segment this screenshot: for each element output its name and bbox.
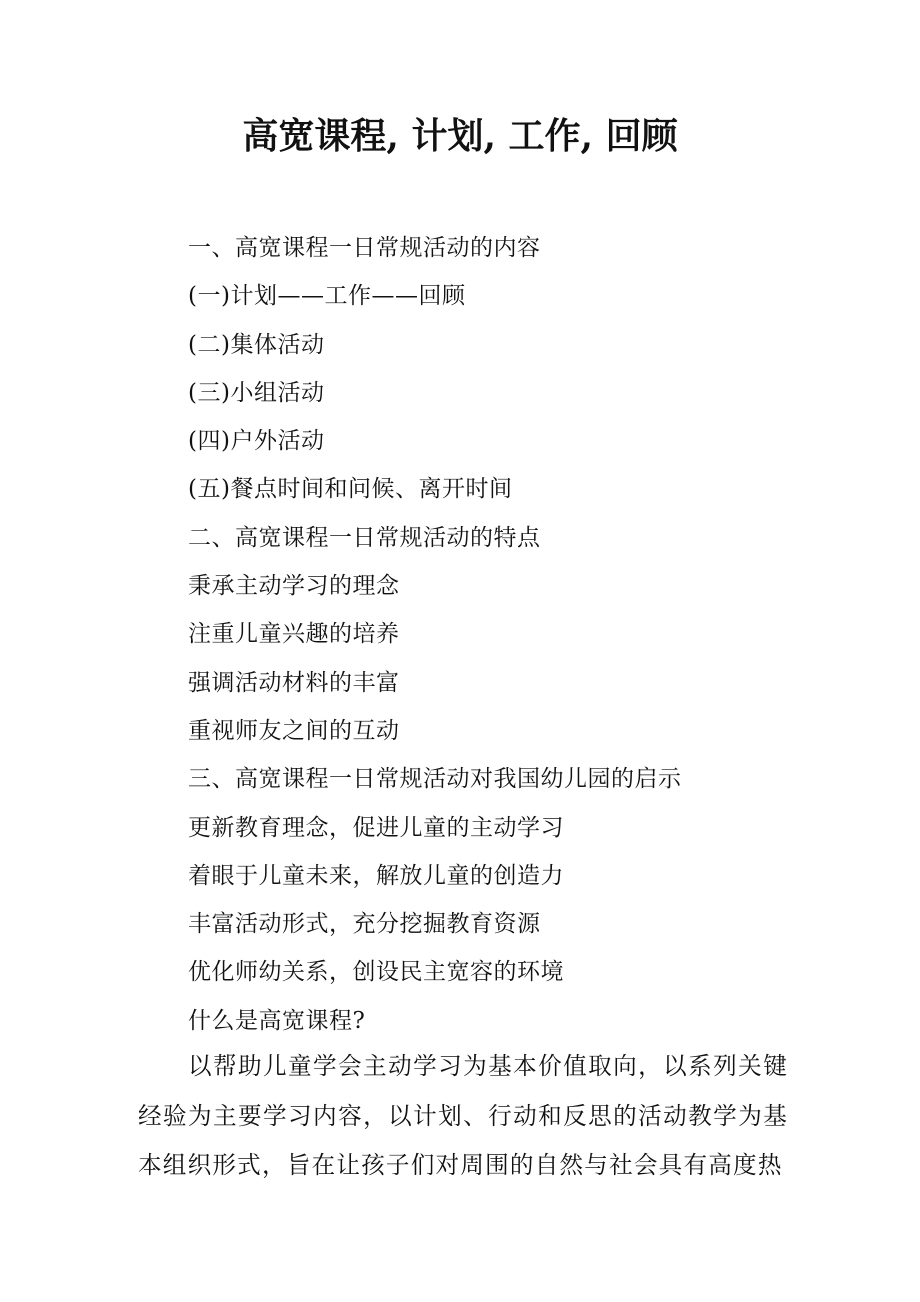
outline-line-4: (三)小组活动 [188, 379, 325, 406]
outline-line-14: 着眼于儿童未来，解放儿童的创造力 [188, 862, 564, 889]
outline-line-12: 三、高宽课程一日常规活动对我国幼儿园的启示 [188, 766, 682, 793]
outline-line-11: 重视师友之间的互动 [188, 717, 400, 744]
outline-list [188, 224, 838, 1045]
body-paragraph: 以帮助儿童学会主动学习为基本价值取向，以系列关键经验为主要学习内容，以计划、行动和反思的活动教学为基本组织形式，旨在让孩子们对周围的自然与社会具有高度热 [138, 1052, 788, 1179]
outline-line-15: 丰富活动形式，充分挖掘教育资源 [188, 911, 541, 938]
outline-line-16: 优化师幼关系，创设民主宽容的环境 [188, 959, 564, 986]
document-title: 高宽课程, 计划, 工作, 回顾 [242, 115, 678, 157]
outline-line-9: 注重儿童兴趣的培养 [188, 621, 400, 648]
outline-line-17: 什么是高宽课程? [188, 1007, 366, 1034]
outline-line-3: (二)集体活动 [188, 331, 325, 358]
outline-line-13: 更新教育理念，促进儿童的主动学习 [188, 814, 564, 841]
outline-line-10: 强调活动材料的丰富 [188, 669, 400, 696]
outline-line-2: (一)计划——工作——回顾 [188, 283, 466, 310]
outline-line-6: (五)餐点时间和问候、离开时间 [188, 476, 513, 503]
outline-line-7: 二、高宽课程一日常规活动的特点 [188, 524, 541, 551]
outline-line-1: 一、高宽课程一日常规活动的内容 [188, 235, 541, 261]
outline-line-8: 秉承主动学习的理念 [188, 573, 400, 600]
outline-line-5: (四)户外活动 [188, 428, 325, 455]
